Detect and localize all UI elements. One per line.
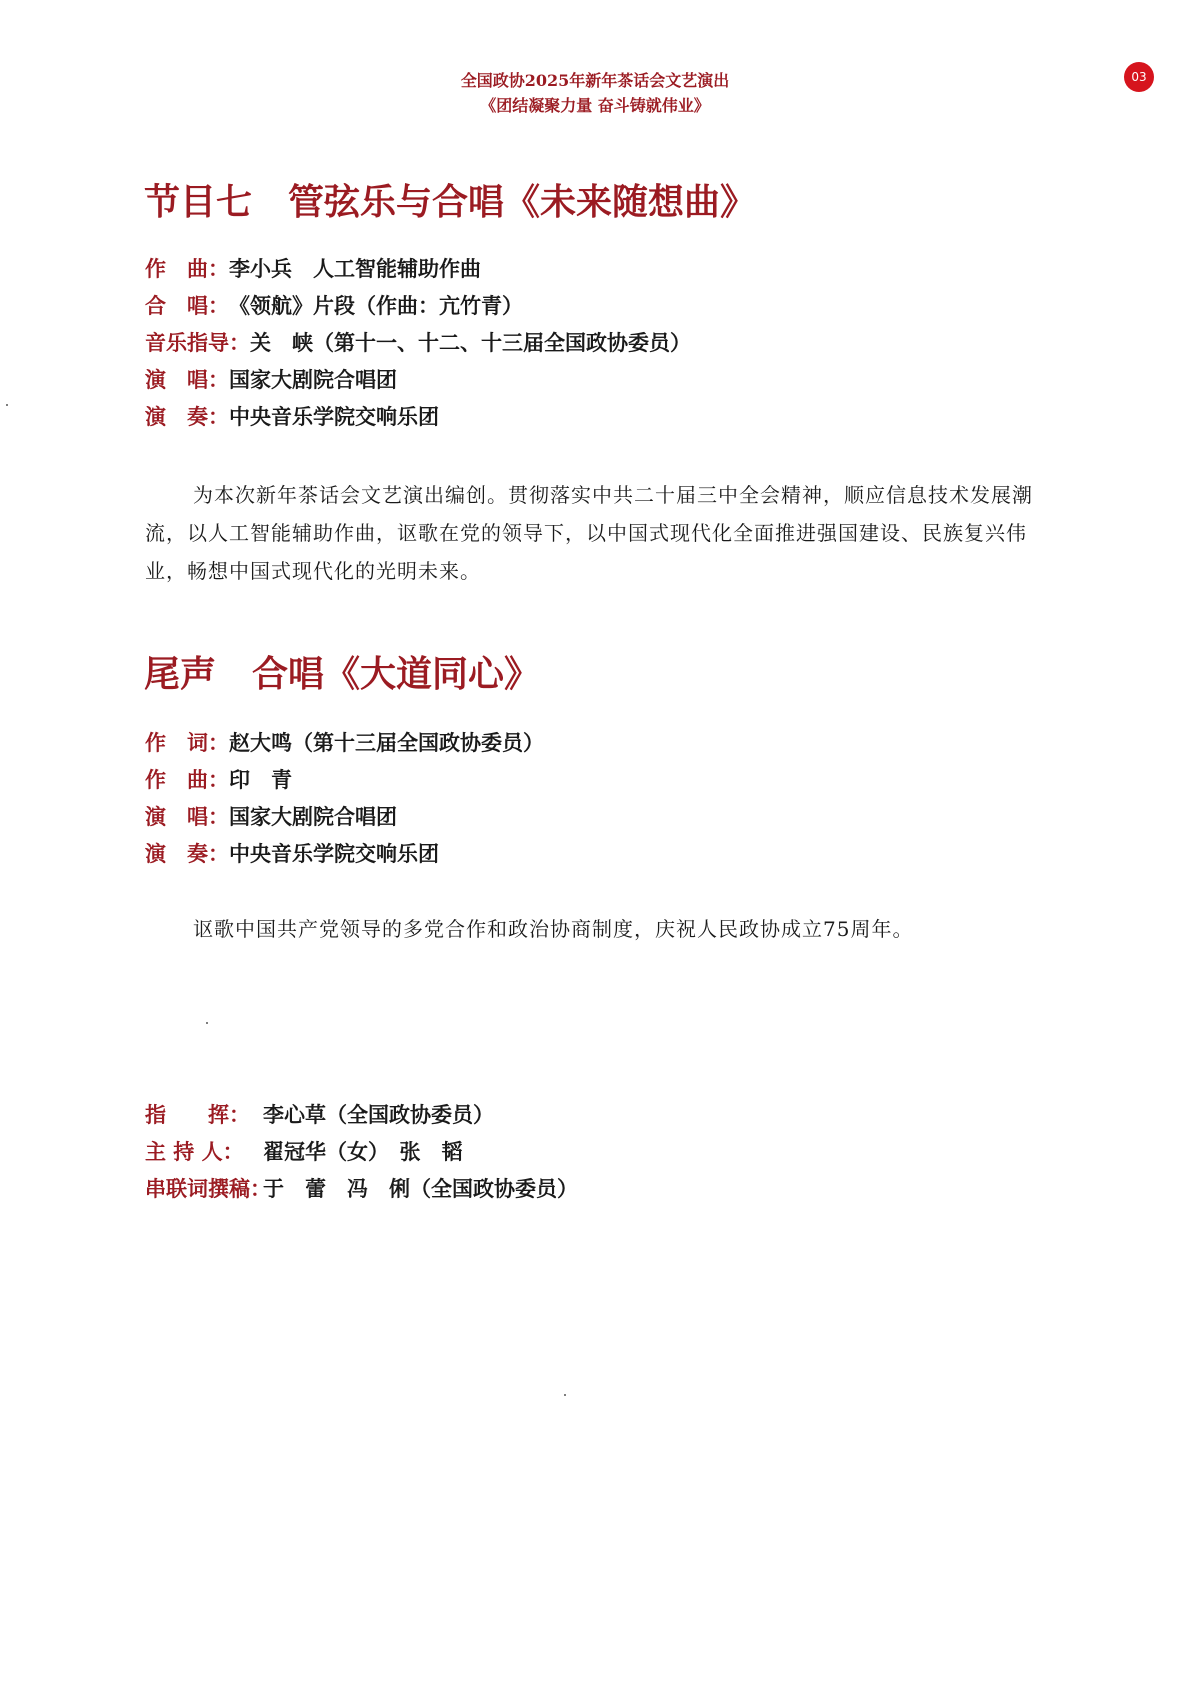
- finale-description: 讴歌中国共产党领导的多党合作和政治协商制度，庆祝人民政协成立75周年。: [193, 917, 914, 941]
- credit-value: 关 峡（第十一、十二、十三届全国政协委员）: [250, 330, 691, 355]
- staff-value: 李心草（全国政协委员）: [263, 1102, 494, 1127]
- credit-value: 国家大剧院合唱团: [229, 367, 397, 392]
- finale-credits: [145, 724, 544, 872]
- program7-description: 为本次新年茶话会文艺演出编创。贯彻落实中共二十届三中全会精神，顺应信息技术发展潮流，以人工智能辅助作曲，讴歌在党的领导下，以中国式现代化全面推进强国建设、民族复兴伟业，畅想中国式现代化的光明未来。: [145, 483, 1033, 583]
- staff-credits: [145, 1096, 578, 1207]
- credit-label: 演 唱：: [145, 804, 229, 829]
- credit-label: 合 唱：: [145, 293, 229, 318]
- staff-label: 串联词撰稿：: [145, 1176, 271, 1201]
- staff-row-conductor: [145, 1096, 578, 1133]
- credit-label: 作 曲：: [145, 256, 229, 281]
- finale-title: 尾声 合唱《大道同心》: [144, 653, 541, 695]
- print-speck: [6, 404, 8, 406]
- credit-value: 李小兵 人工智能辅助作曲: [229, 256, 481, 281]
- page-number-badge: 03: [1124, 62, 1154, 92]
- header-event-title: 全国政协2025年新年茶话会文艺演出: [460, 71, 730, 90]
- credit-row-composer: [145, 250, 691, 287]
- credit-row-singers: [145, 798, 544, 835]
- credit-row-lyricist: [145, 724, 544, 761]
- credit-row-orchestra: [145, 835, 544, 872]
- print-speck: [206, 1022, 208, 1024]
- page-header: [0, 68, 1190, 118]
- staff-row-script-writers: [145, 1170, 578, 1207]
- program7-credits: [145, 250, 691, 435]
- credit-label: 演 唱：: [145, 367, 229, 392]
- credit-row-singers: [145, 361, 691, 398]
- credit-value: 中央音乐学院交响乐团: [229, 404, 439, 429]
- credit-label: 音乐指导：: [145, 330, 250, 355]
- credit-row-music-director: [145, 324, 691, 361]
- credit-value: 印 青: [229, 767, 292, 792]
- credit-row-chorus: [145, 287, 691, 324]
- print-speck: [564, 1394, 566, 1396]
- credit-label: 作 曲：: [145, 767, 229, 792]
- staff-label: 指 挥：: [145, 1102, 250, 1127]
- credit-value: 赵大鸣（第十三届全国政协委员）: [229, 730, 544, 755]
- credit-label: 作 词：: [145, 730, 229, 755]
- header-theme-title: 《团结凝聚力量 奋斗铸就伟业》: [480, 96, 710, 115]
- staff-value: 于 蕾 冯 俐（全国政协委员）: [263, 1176, 578, 1201]
- staff-value: 翟冠华（女） 张 韬: [263, 1139, 463, 1164]
- credit-value: 《领航》片段（作曲：亢竹青）: [229, 293, 523, 318]
- credit-row-orchestra: [145, 398, 691, 435]
- credit-label: 演 奏：: [145, 841, 229, 866]
- credit-value: 中央音乐学院交响乐团: [229, 841, 439, 866]
- program7-title: 节目七 管弦乐与合唱《未来随想曲》: [144, 181, 757, 223]
- credit-row-composer: [145, 761, 544, 798]
- staff-row-hosts: [145, 1133, 578, 1170]
- credit-value: 国家大剧院合唱团: [229, 804, 397, 829]
- staff-label: 主 持 人：: [145, 1139, 244, 1164]
- credit-label: 演 奏：: [145, 404, 229, 429]
